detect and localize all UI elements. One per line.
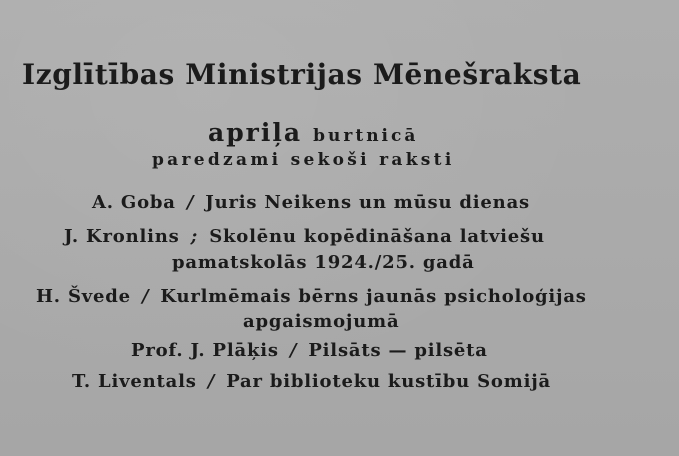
article-separator: ;	[190, 226, 199, 247]
article-title-continuation: apgaismojumā	[243, 311, 400, 332]
article-author: J. Kronlins	[64, 226, 180, 247]
subtitle: paredzami sekoši raksti	[152, 150, 455, 170]
article-separator: /	[289, 340, 298, 361]
issue-month: apriļa	[208, 118, 303, 147]
issue-word: burtnicā	[313, 126, 419, 146]
article-title: Skolēnu kopēdināšana latviešu	[209, 226, 545, 247]
article-author: A. Goba	[92, 192, 176, 213]
article-author: H. Švede	[36, 286, 131, 307]
article-author: T. Liventals	[72, 371, 197, 392]
journal-title: Izglītības Ministrijas Mēnešraksta	[22, 58, 582, 91]
article-title: Juris Neikens un mūsu dienas	[205, 192, 530, 213]
article-title: Kurlmēmais bērns jaunās psicholoģijas	[160, 286, 587, 307]
article-entry	[72, 371, 551, 392]
article-author: Prof. J. Plāķis	[131, 340, 279, 361]
issue-line	[208, 118, 418, 147]
article-separator: /	[141, 286, 150, 307]
article-title: Par biblioteku kustību Somijā	[226, 371, 551, 392]
article-title-continuation: pamatskolās 1924./25. gadā	[172, 252, 475, 273]
article-entry	[64, 226, 545, 247]
article-title: Pilsāts — pilsēta	[308, 340, 488, 361]
article-separator: /	[207, 371, 216, 392]
article-entry	[92, 192, 530, 213]
article-entry	[36, 286, 587, 307]
article-entry	[131, 340, 488, 361]
article-separator: /	[186, 192, 195, 213]
